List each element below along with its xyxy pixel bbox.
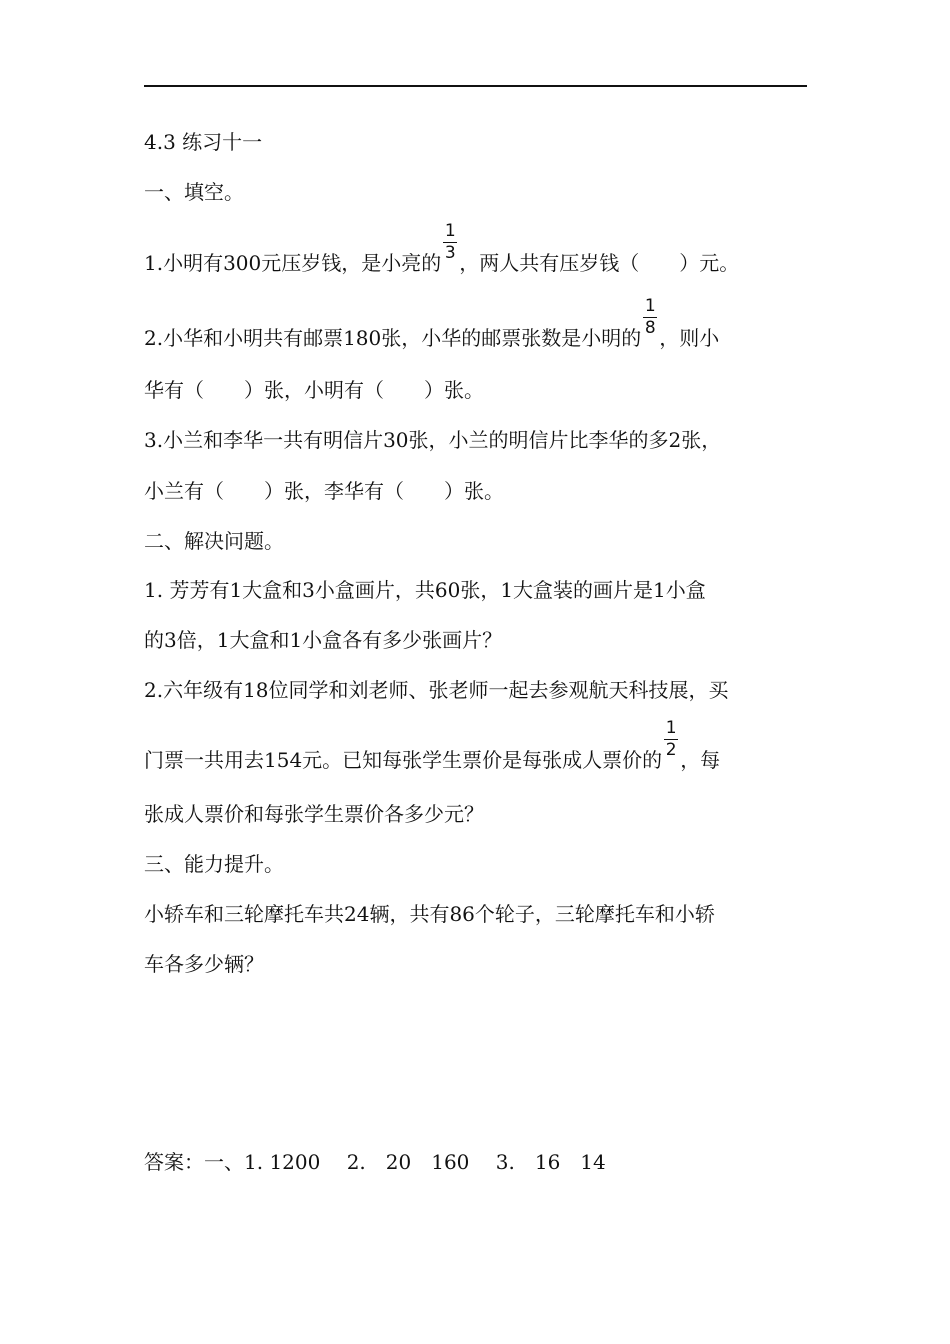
- fraction-denominator: 3: [444, 243, 456, 263]
- s1-q2-line2: 华有（ ）张，小明有（ ）张。: [144, 378, 484, 402]
- s2-q2-after: ，每: [680, 748, 721, 772]
- s1-q1-before: 1.小明有300元压岁钱，是小亮的: [144, 251, 442, 275]
- answer-key: 答案：一、1. 1200 2. 20 160 3. 16 14: [144, 1150, 606, 1174]
- s1-q3-line1: 3.小兰和李华一共有明信片30张，小兰的明信片比李华的多2张，: [144, 428, 722, 452]
- s1-q3-line2: 小兰有（ ）张，李华有（ ）张。: [144, 479, 504, 503]
- s2-q1-line1: 1. 芳芳有1大盒和3小盒画片，共60张，1大盒装的画片是1小盒: [144, 578, 706, 602]
- s2-q2-before: 门票一共用去154元。已知每张学生票价是每张成人票价的: [144, 748, 663, 772]
- s1-q2-line1: [144, 296, 720, 350]
- s2-q2-line3: 张成人票价和每张学生票价各多少元？: [144, 802, 484, 826]
- header-rule: [144, 85, 807, 87]
- section1-heading: 一、填空。: [144, 180, 244, 204]
- s2-q2-line2: [144, 718, 721, 772]
- fraction-denominator: 8: [644, 318, 656, 338]
- s1-q2-after: ，则小: [659, 326, 720, 350]
- fraction-numerator: 1: [644, 296, 656, 316]
- s1-q2-before: 2.小华和小明共有邮票180张，小华的邮票张数是小明的: [144, 326, 642, 350]
- s2-q1-line2: 的3倍，1大盒和1小盒各有多少张画片？: [144, 628, 503, 652]
- section2-heading: 二、解决问题。: [144, 529, 284, 553]
- fraction-numerator: 1: [665, 718, 677, 738]
- fraction-one-third: [442, 221, 458, 270]
- s3-line1: 小轿车和三轮摩托车共24辆，共有86个轮子，三轮摩托车和小轿: [144, 902, 715, 926]
- s1-q1-after: ，两人共有压岁钱（ ）元。: [459, 251, 740, 275]
- s1-q1: [144, 221, 740, 275]
- section3-heading: 三、能力提升。: [144, 852, 284, 876]
- fraction-one-eighth: [642, 296, 658, 345]
- fraction-numerator: 1: [444, 221, 456, 241]
- s3-line2: 车各多少辆？: [144, 952, 264, 976]
- fraction-one-half: [663, 718, 679, 767]
- s2-q2-line1: 2.六年级有18位同学和刘老师、张老师一起去参观航天科技展，买: [144, 678, 729, 702]
- fraction-denominator: 2: [665, 740, 677, 760]
- page-title: 4.3 练习十一: [144, 130, 263, 154]
